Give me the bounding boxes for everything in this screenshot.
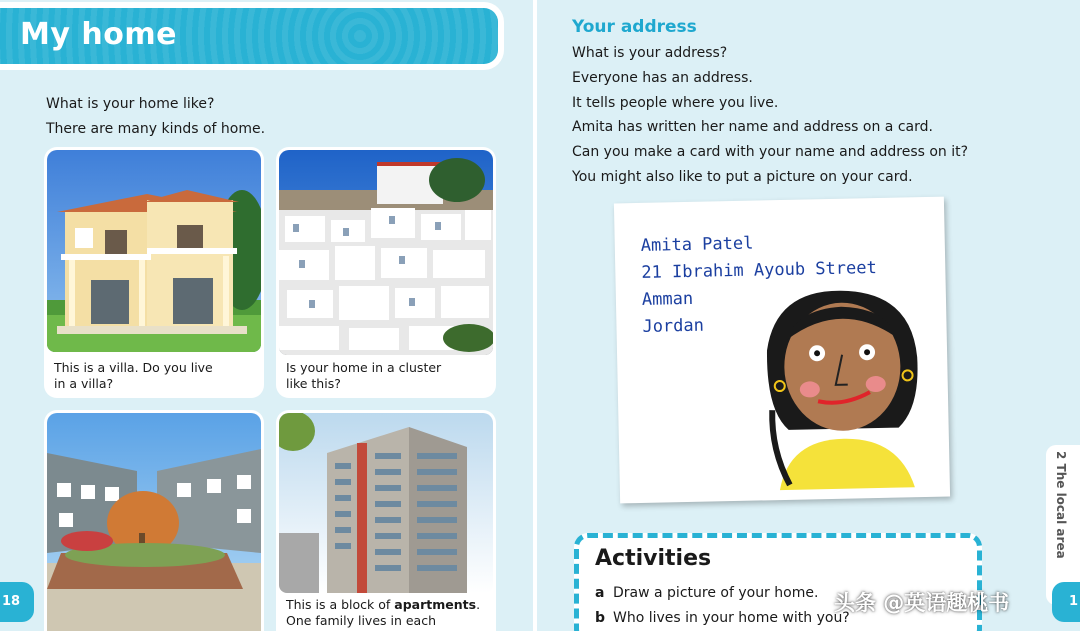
apartments-photo	[279, 413, 493, 593]
caption-text: This is a block of	[286, 597, 395, 612]
text-line: What is your address?	[572, 45, 728, 61]
address-card	[614, 197, 950, 504]
section-heading: Your address	[572, 17, 697, 37]
girl-drawing	[746, 287, 940, 501]
card-line: Jordan	[642, 315, 705, 337]
caption-line	[286, 597, 480, 613]
left-page	[0, 0, 533, 631]
activity-text: Who lives in your home with you?	[613, 610, 850, 626]
text-line: Amita has written her name and address on a card.	[572, 119, 933, 136]
caption-text: .	[476, 597, 481, 612]
intro-text	[46, 92, 265, 142]
card-line: 21 Ibrahim Ayoub Street	[641, 258, 877, 283]
photo-card-courtyard	[47, 413, 261, 631]
photo-card-villa	[47, 150, 261, 395]
chapter-label: 2 The local area	[1054, 451, 1068, 559]
caption-line: This is a villa. Do you live	[54, 360, 213, 375]
page-title: My home	[20, 17, 177, 52]
courtyard-photo	[47, 413, 261, 631]
photo-caption	[286, 360, 441, 392]
right-page	[537, 0, 1080, 631]
text-line: You might also like to put a picture on your card.	[572, 168, 913, 185]
card-line: Amita Patel	[640, 233, 754, 256]
photo-caption	[286, 597, 480, 629]
address-text	[572, 41, 968, 190]
page-number: 1	[1052, 582, 1080, 622]
text-line: It tells people where you live.	[572, 94, 779, 111]
photo-caption	[54, 360, 213, 392]
watermark: 头条 @英语趣桃书	[834, 591, 1010, 615]
title-banner	[0, 8, 498, 64]
photo-card-cluster	[279, 150, 493, 395]
activity-letter: b	[595, 610, 606, 626]
caption-line: One family lives in each	[286, 613, 437, 628]
activity-item	[595, 610, 850, 626]
text-line: Everyone has an address.	[572, 69, 753, 86]
caption-line: like this?	[286, 376, 341, 391]
chapter-tab	[1046, 445, 1080, 605]
activity-letter: a	[595, 585, 605, 601]
intro-line: What is your home like?	[46, 96, 215, 112]
activities-title: Activities	[595, 546, 712, 571]
card-line: Amman	[641, 288, 694, 310]
cluster-photo	[279, 150, 493, 355]
villa-photo	[47, 150, 261, 352]
activity-text: Draw a picture of your home.	[613, 585, 819, 601]
caption-bold-word: apartments	[394, 597, 477, 612]
page-number: 18	[0, 582, 34, 622]
intro-line: There are many kinds of home.	[46, 121, 266, 137]
caption-line: in a villa?	[54, 376, 114, 391]
text-line: Can you make a card with your name and address on it?	[572, 144, 969, 161]
photo-card-apartments	[279, 413, 493, 631]
activity-item	[595, 585, 818, 601]
caption-line: Is your home in a cluster	[286, 360, 442, 375]
